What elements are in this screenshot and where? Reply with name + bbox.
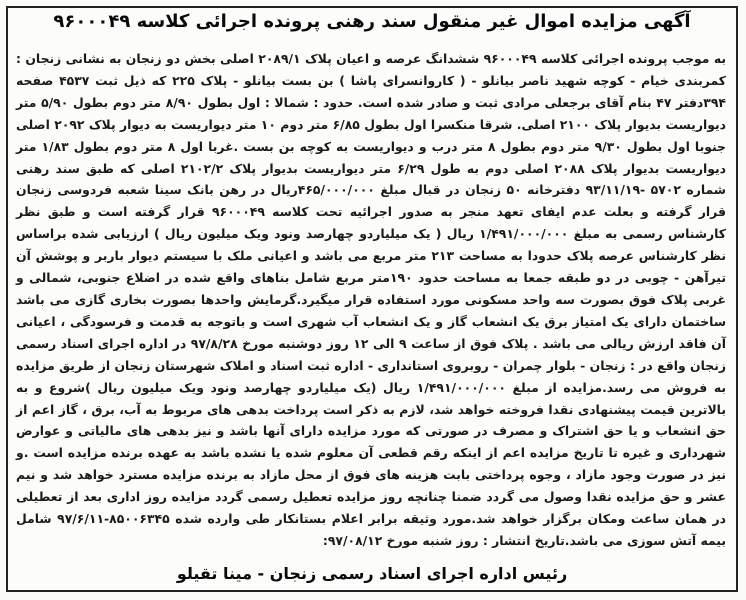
notice-title: آگهی مزایده اموال غیر منقول سند رهنی پرونده اجرائی کلاسه ۹۶۰۰۰۴۹ bbox=[53, 11, 691, 32]
notice-body: به موجب پرونده اجرائی کلاسه ۹۶۰۰۰۴۹ ششدانگ عرصه و اعیان پلاک ۲۰۸۹/۱ اصلی بخش دو زنجان به نشانی زنجان : کمربندی خیام - کوچه شهید ناصر بیانلو - ( کاروانسرای پاشا ) بن بست بیانلو - پلاک ۲۲۵ که ذیل ثبت ۴۵۳۷ صفحه ۳۹۴دفتر ۴۷ بنام آقای برجعلی مرادی ثبت و صادر شده است. حدود : شمالا : اول بطول ۸/۹۰ متر دوم بطول ۵/۹۰ متر دیواریست بدیوار پلاک ۲۱۰۰ اصلی. شرقا منکسرا اول بطول ۶/۸۵ متر دوم ۱۰ متر دیواریست به دیوار پلاک ۲۰۹۲ اصلی جنوبا اول بطول ۹/۳۰ متر دوم بطول ۸ متر درب و دیواریست به کوچه بن بست .غربا اول ۸ متر دوم بطول ۱/۸۳ متر دیواریست بدیوار پلاک ۲۰۸۸ اصلی دوم به طول ۶/۲۹ متر دیواریست بدیوار پلاک ۲۱۰۲/۲ اصلی که طبق سند رهنی شماره ۵۷۰۲ -۹۳/۱۱/۱۹ دفترخانه ۵۰ زنجان در قبال مبلغ ۴۶۵/۰۰۰/۰۰۰ریال در رهن بانک سینا شعبه فردوسی زنجان قرار گرفته و بعلت عدم ایفای تعهد منجر به صدور اجرائیه تحت کلاسه ۹۶۰۰۰۴۹ قرار گرفته است و طبق نظر کارشناس رسمی به مبلغ ۱/۴۹۱/۰۰۰/۰۰۰ ریال ( یک میلیاردو چهارصد ونود ویک میلیون ریال ) ارزیابی شده براساس نظر کارشناس عرصه پلاک حدودا به مساحت ۲۱۳ متر مربع می باشد و اعیانی ملک با سیستم دیوار باربر و پوشش آن تیرآهن - چوبی در دو طبقه جمعا به مساحت حدود ۱۹۰متر مربع شامل بناهای واقع شده در اضلاع جنوبی، شمالی و غربی پلاک فوق بصورت سه واحد مسکونی مورد استفاده قرار میگیرد.گرمایش واحدها بصورت بخاری گازی می باشد ساختمان دارای یک امتیاز برق یک انشعاب گاز و یک انشعاب آب شهری است و باتوجه به قدمت و فرسودگی ، اعیانی آن فاقد ارزش ریالی می باشد . پلاک فوق از ساعت ۹ الی ۱۲ روز دوشنبه مورخ ۹۷/۸/۲۸ در اداره اجرای اسناد رسمی زنجان واقع در : زنجان - بلوار چمران - روبروی استانداری - اداره ثبت اسناد و املاک شهرستان زنجان از طریق مزایده به فروش می رسد.مزایده از مبلغ ۱/۴۹۱/۰۰۰/۰۰۰ ریال (یک میلیاردو چهارصد ونود ویک میلیون ریال )شروع و به بالاترین قیمت پیشنهادی نقدا فروخته خواهد شد، لازم به ذکر است پرداخت بدهی های مربوط به آب، برق ، گاز اعم از حق انشعاب و یا حق اشتراک و مصرف در صورتی که مورد مزایده دارای آنها باشد و نیز بدهی های مالیاتی و عوارض شهرداری و غیره تا تاریخ مزایده اعم از اینکه رقم قطعی آن معلوم شده یا نشده باشد به عهده برنده مزایده است .و نیز در صورت وجود مازاد ، وجوه پرداختی بابت هزینه های فوق از محل مازاد به برنده مزایده مسترد خواهد شد و نیم عشر و حق مزایده نقدا وصول می گردد ضمنا چنانچه روز مزایده تعطیل رسمی گردد مزایده روز اداری بعد از تعطیلی در همان ساعت ومکان برگزار خواهد شد.مورد وثیقه برابر اعلام بستانکار طی وارده شده ۸۵۰۰۶۳۴۵-۹۷/۶/۱۱ شامل بیمه آتش سوزی می باشد.تاریخ انتشار : روز شنبه مورخ ۹۷/۰۸/۱۲: bbox=[16, 51, 727, 548]
notice-signature: رئیس اداره اجرای اسناد رسمی زنجان - مینا تقیلو bbox=[176, 564, 568, 583]
auction-notice bbox=[6, 6, 738, 592]
